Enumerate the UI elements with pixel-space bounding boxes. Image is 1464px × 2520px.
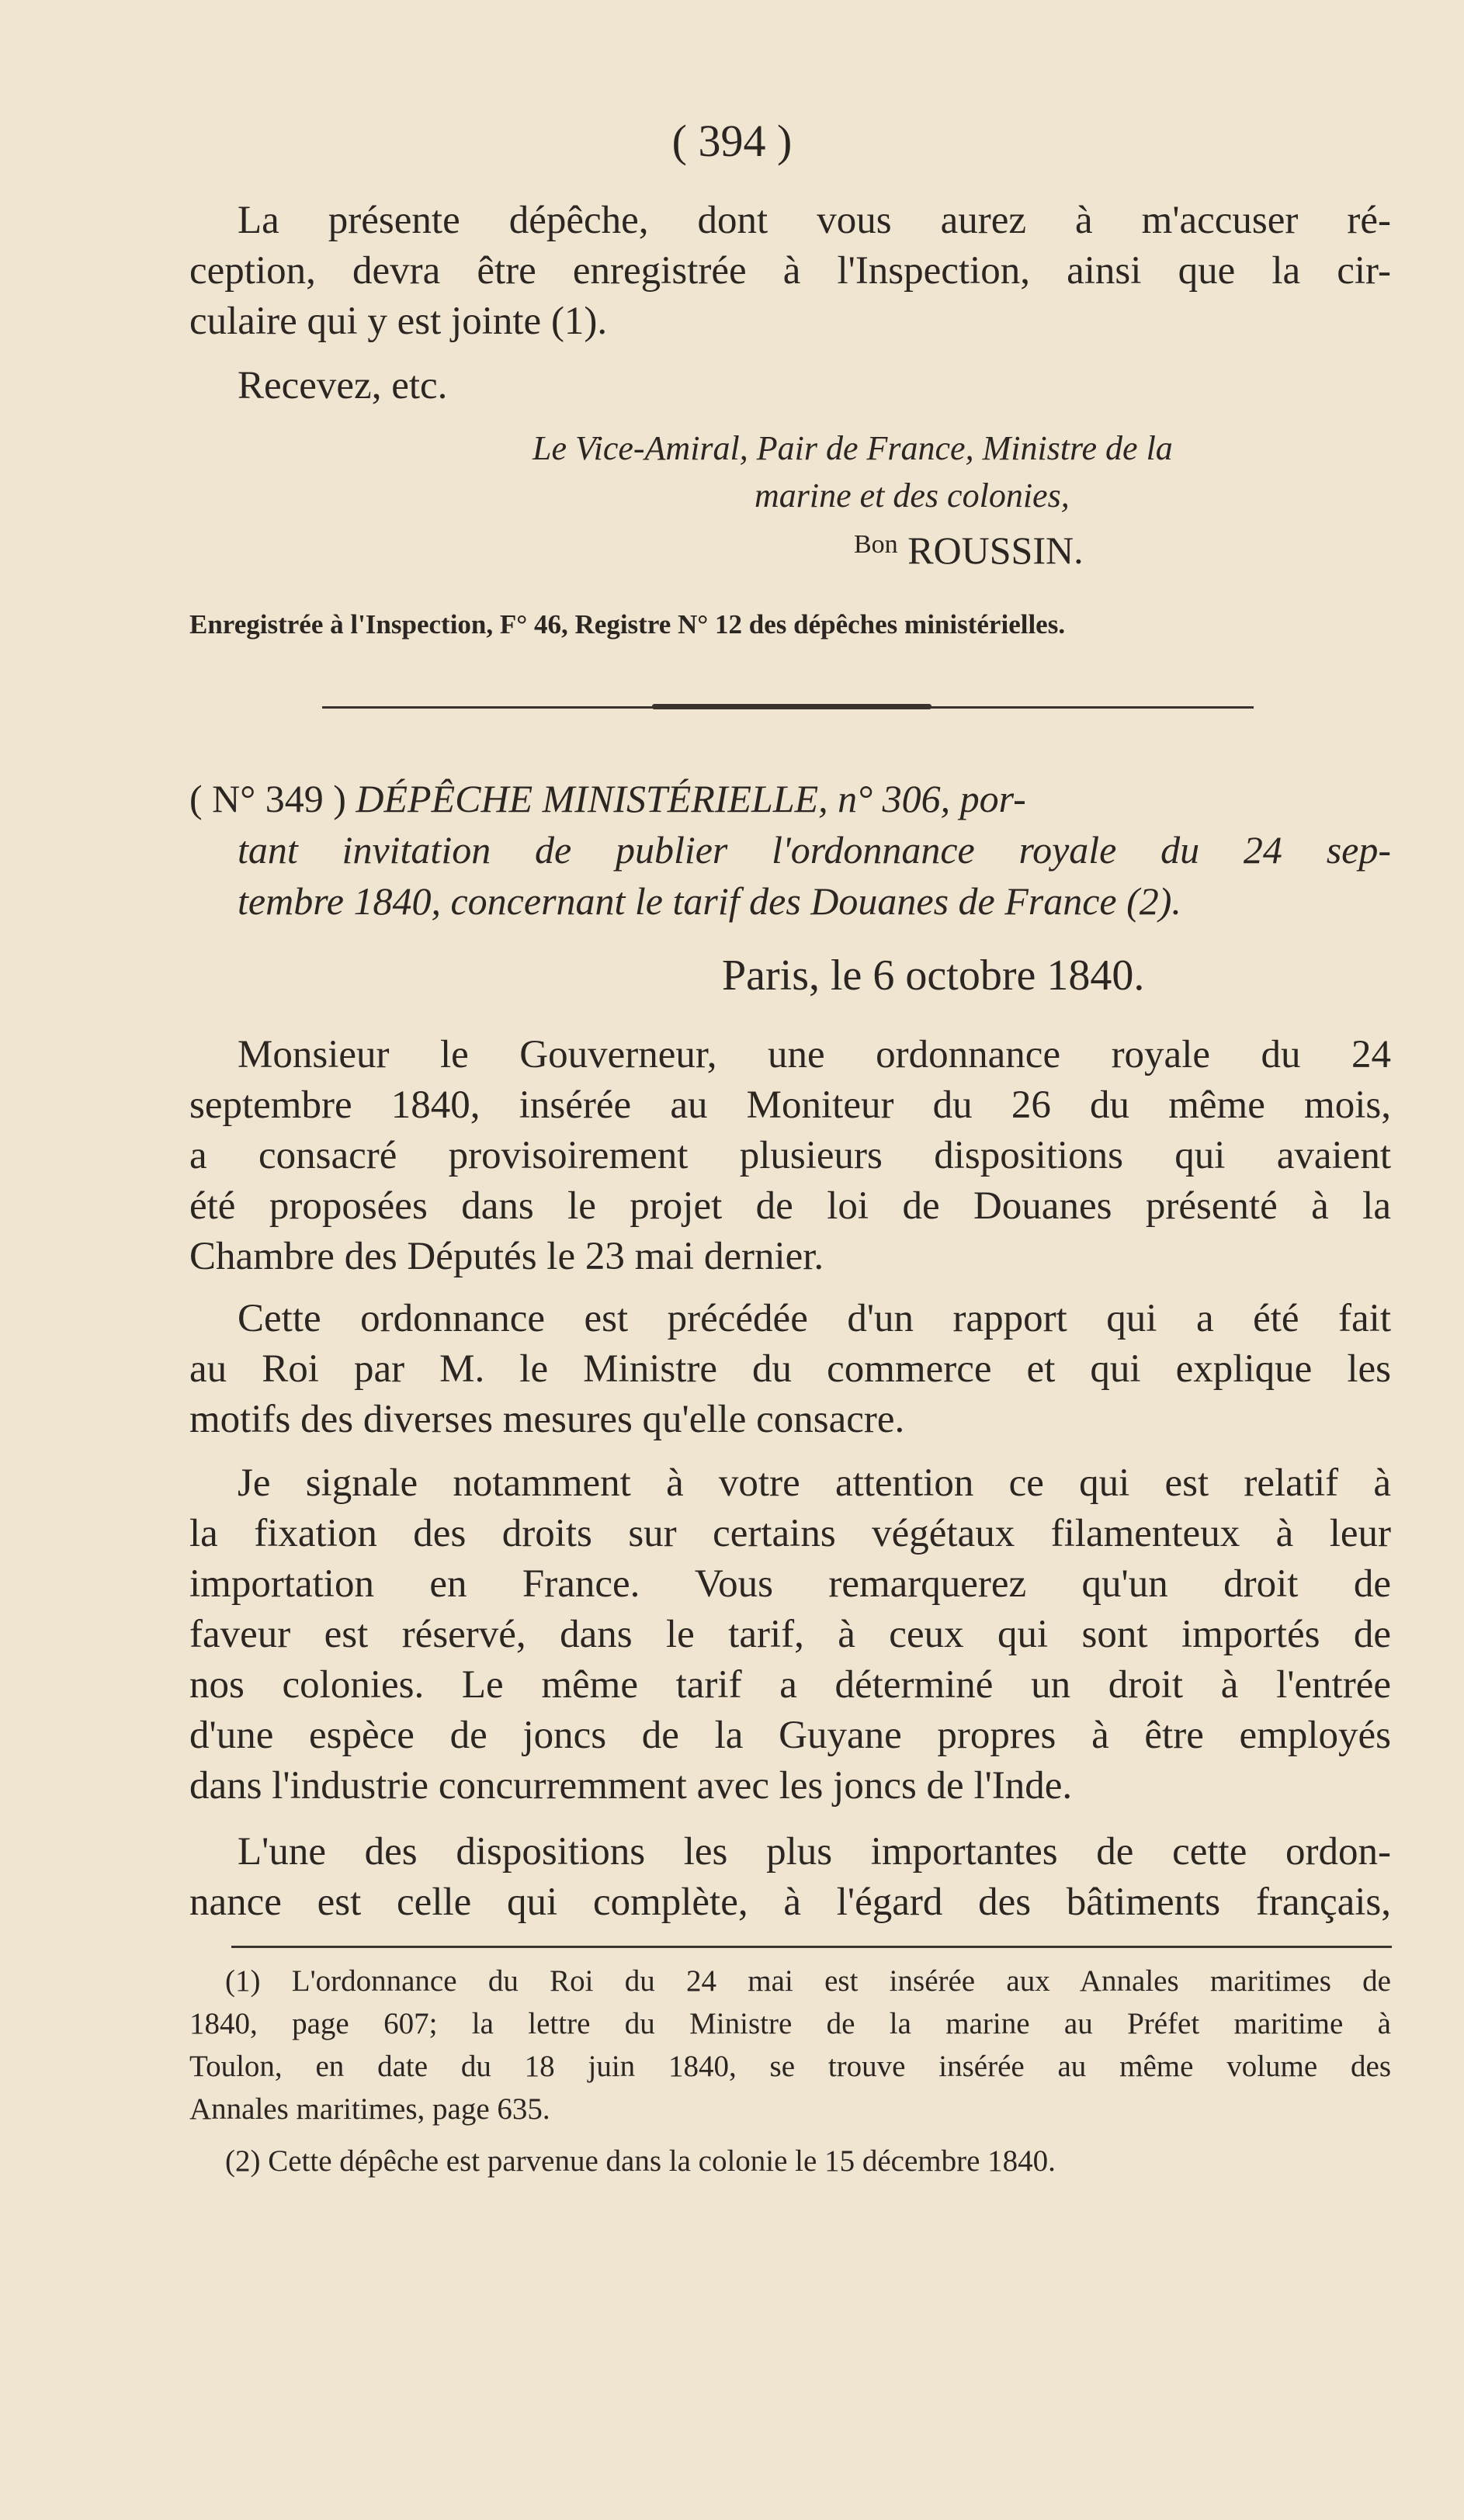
dispatch-date: Paris, le 6 octobre 1840. bbox=[722, 951, 1145, 1000]
footnote-2-line-1: (2) Cette dépêche est parvenue dans la colonie le 15 décembre 1840. bbox=[225, 2144, 1056, 2178]
paragraph-2-line-2: au Roi par M. le Ministre du commerce et qui explique les bbox=[189, 1347, 1391, 1391]
heading-line-3: tembre 1840, concernant le tarif des Douanes de France (2). bbox=[238, 879, 1181, 923]
heading-line-1 bbox=[189, 776, 1026, 821]
paragraph-4-line-2: nance est celle qui complète, à l'égard des bâtiments français, bbox=[189, 1880, 1391, 1924]
heading-title: DÉPÊCHE MINISTÉRIELLE, n° 306, por- bbox=[356, 777, 1026, 820]
signature-title-line-2: marine et des colonies, bbox=[755, 477, 1070, 515]
signature-surname: ROUSSIN. bbox=[907, 529, 1084, 572]
paragraph-3-line-6: d'une espèce de joncs de la Guyane propres à être employés bbox=[189, 1714, 1391, 1757]
paragraph-1-line-3: a consacré provisoirement plusieurs dispositions qui avaient bbox=[189, 1134, 1391, 1177]
paragraph-1-line-4: été proposées dans le projet de loi de Douanes présenté à la bbox=[189, 1184, 1391, 1228]
signature-name bbox=[854, 528, 1084, 573]
heading-line-2: tant invitation de publier l'ordonnance royale du 24 sep- bbox=[238, 828, 1391, 872]
paragraph-2-line-3: motifs des diverses mesures qu'elle consacre. bbox=[189, 1398, 905, 1441]
paragraph-1-line-2: septembre 1840, insérée au Moniteur du 26 du même mois, bbox=[189, 1083, 1391, 1127]
footnote-1-line-4: Annales maritimes, page 635. bbox=[189, 2092, 550, 2126]
paragraph-2-line-1: Cette ordonnance est précédée d'un rapport qui a été fait bbox=[238, 1297, 1391, 1340]
paragraph-3-line-1: Je signale notamment à votre attention ce qui est relatif à bbox=[238, 1461, 1391, 1505]
footnote-1-line-2: 1840, page 607; la lettre du Ministre de la marine au Préfet maritime à bbox=[189, 2007, 1391, 2040]
paragraph-3-line-3: importation en France. Vous remarquerez qu'un droit de bbox=[189, 1562, 1391, 1606]
closing-salutation: Recevez, etc. bbox=[238, 364, 448, 407]
heading-number: ( N° 349 ) bbox=[189, 777, 346, 820]
signature-name-prefix: Bon bbox=[854, 530, 898, 559]
intro-line-3: culaire qui y est jointe (1). bbox=[189, 300, 608, 343]
paragraph-3-line-2: la fixation des droits sur certains végétaux filamenteux à leur bbox=[189, 1512, 1391, 1555]
paragraph-3-line-5: nos colonies. Le même tarif a déterminé un droit à l'entrée bbox=[189, 1663, 1391, 1707]
paragraph-1-line-1: Monsieur le Gouverneur, une ordonnance royale du 24 bbox=[238, 1033, 1391, 1076]
footnote-divider bbox=[231, 1946, 1392, 1948]
paragraph-3-line-4: faveur est réservé, dans le tarif, à ceux qui sont importés de bbox=[189, 1613, 1391, 1656]
paragraph-1-line-5: Chambre des Députés le 23 mai dernier. bbox=[189, 1235, 824, 1278]
footnote-1-line-3: Toulon, en date du 18 juin 1840, se trouve insérée au même volume des bbox=[189, 2050, 1391, 2083]
footnote-1-line-1: (1) L'ordonnance du Roi du 24 mai est insérée aux Annales maritimes de bbox=[225, 1964, 1391, 1998]
intro-line-1: La présente dépêche, dont vous aurez à m'accuser ré- bbox=[238, 199, 1391, 242]
registration-note: Enregistrée à l'Inspection, F° 46, Registre N° 12 des dépêches ministérielles. bbox=[189, 609, 1066, 640]
page-number: ( 394 ) bbox=[671, 116, 793, 166]
section-divider-ornament bbox=[652, 704, 931, 709]
signature-title-line-1: Le Vice-Amiral, Pair de France, Ministre de la bbox=[533, 429, 1173, 467]
paragraph-4-line-1: L'une des dispositions les plus importantes de cette ordon- bbox=[238, 1830, 1391, 1874]
paragraph-3-line-7: dans l'industrie concurremment avec les joncs de l'Inde. bbox=[189, 1764, 1073, 1808]
intro-line-2: ception, devra être enregistrée à l'Inspection, ainsi que la cir- bbox=[189, 249, 1391, 293]
